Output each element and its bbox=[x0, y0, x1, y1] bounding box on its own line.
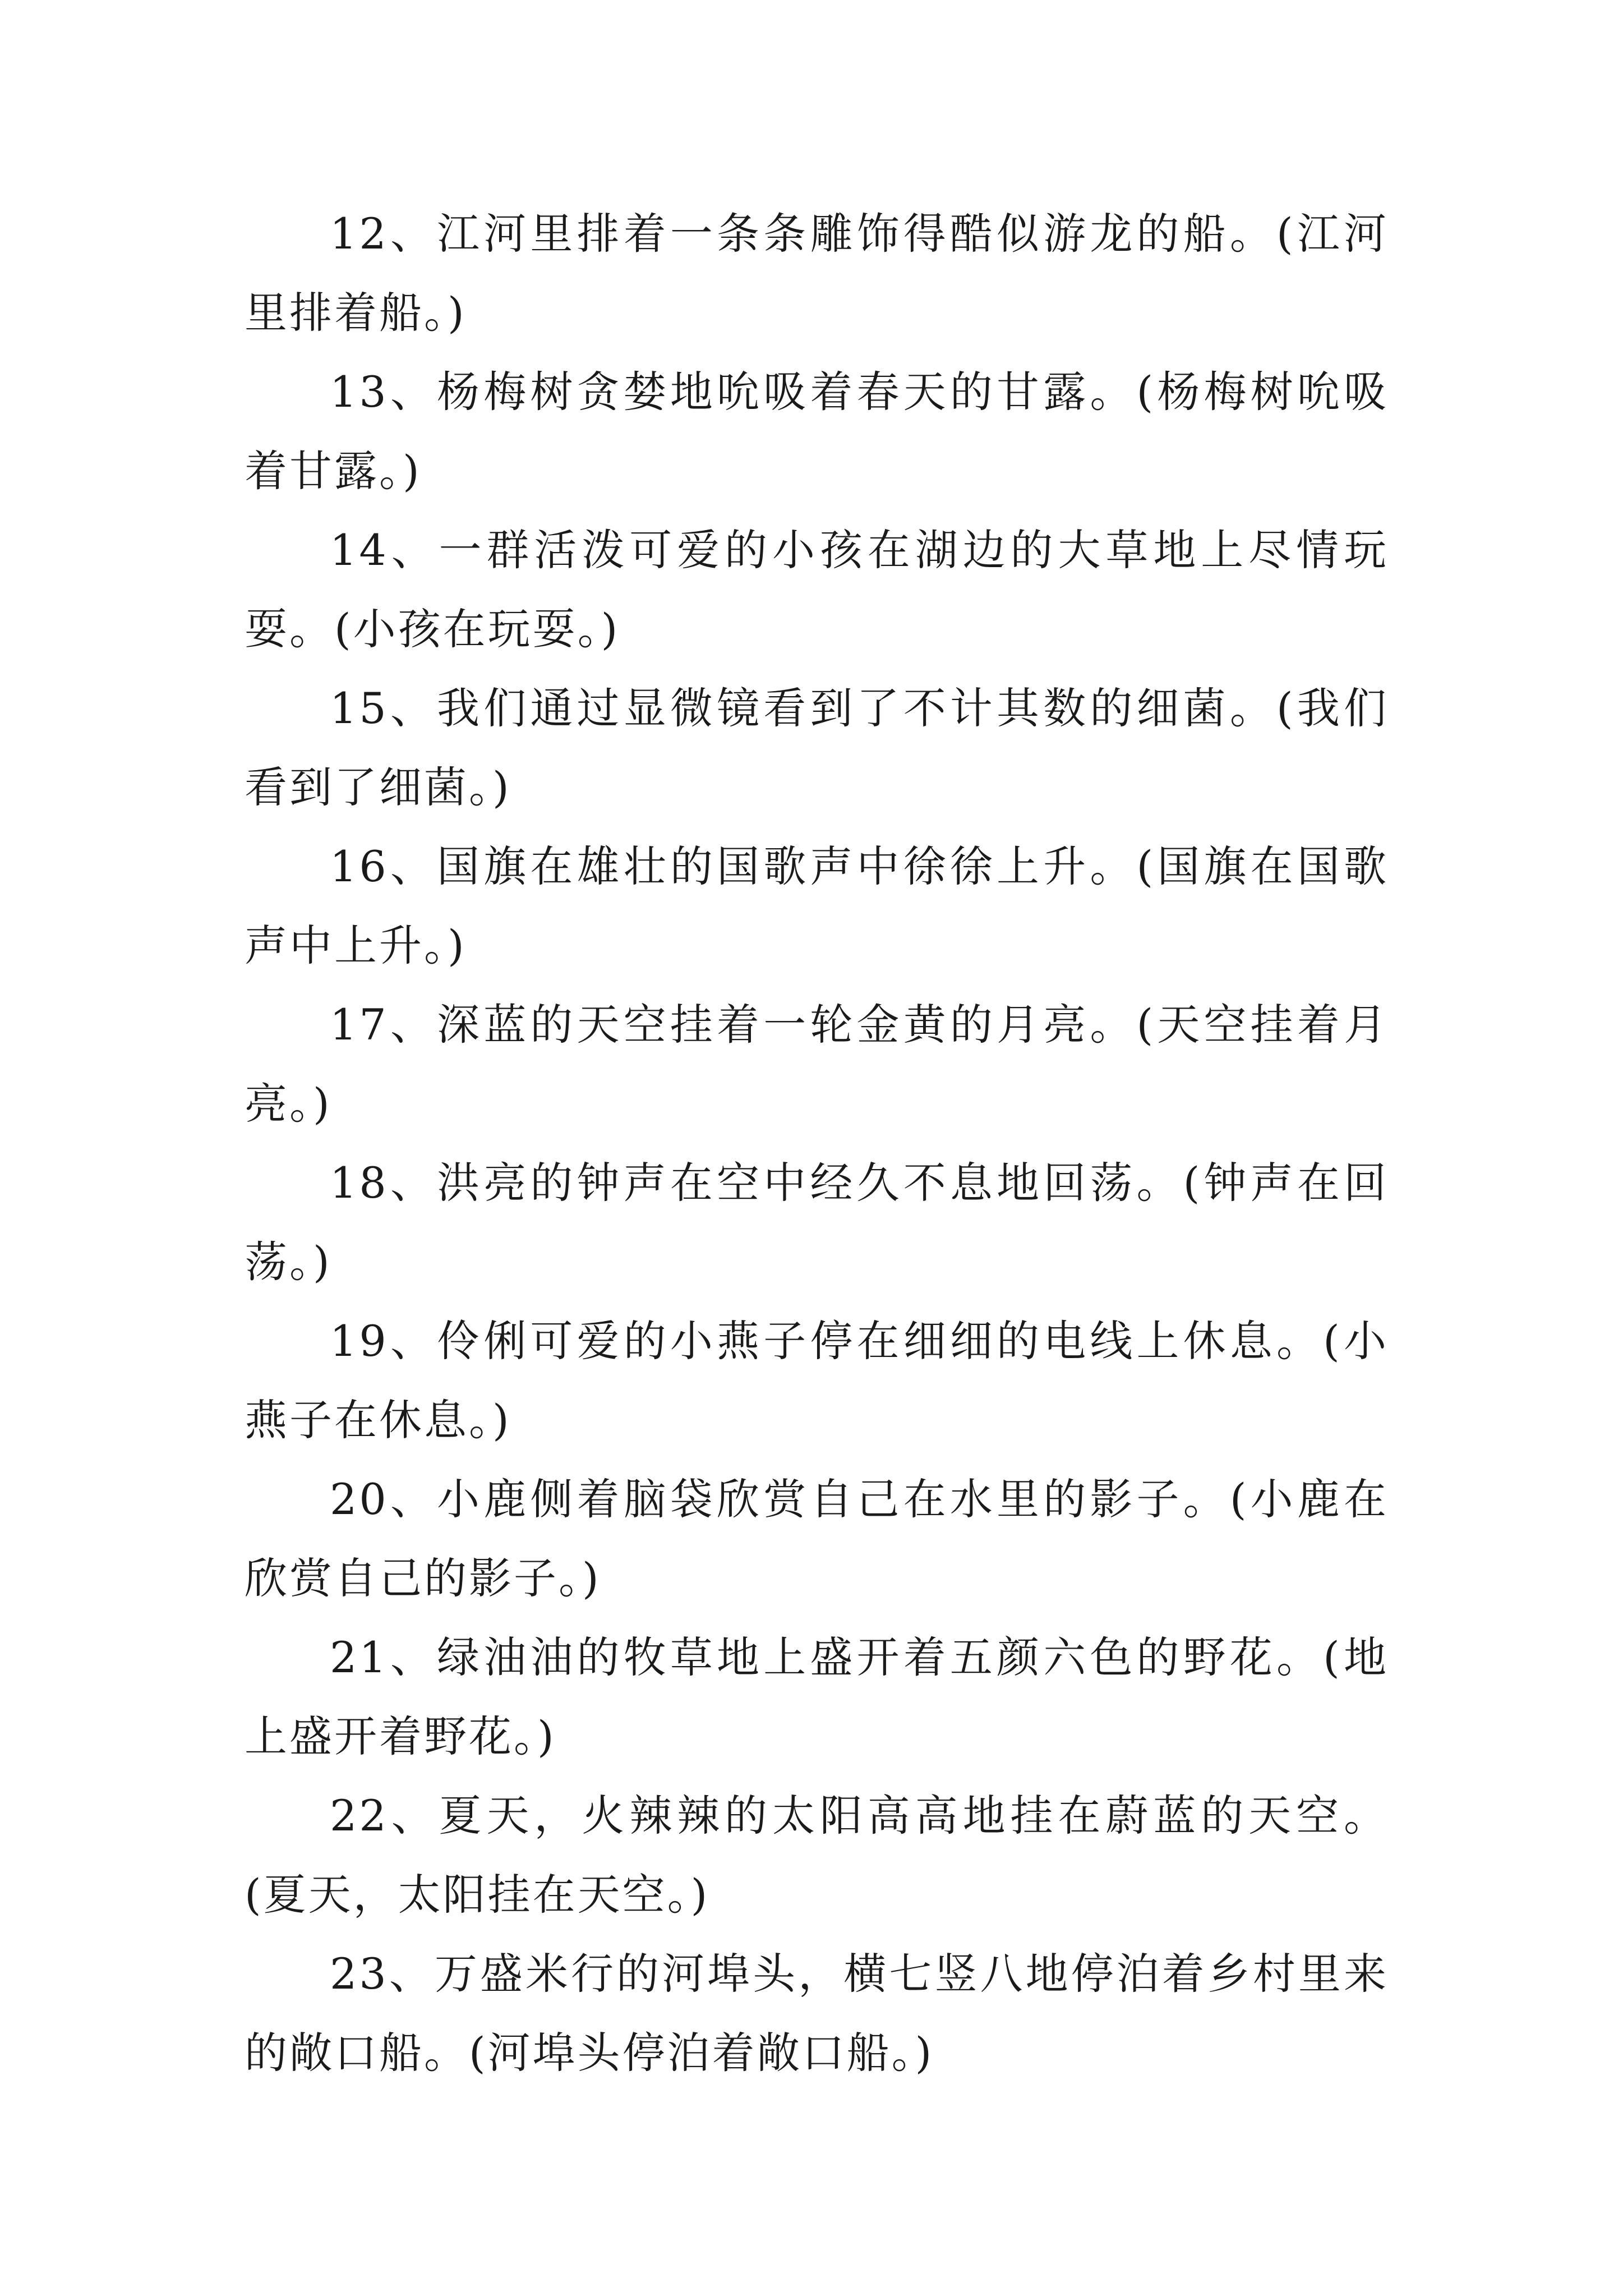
sentence-18: 18、洪亮的钟声在空中经久不息地回荡。(钟声在回荡。) bbox=[245, 1158, 1389, 1287]
sentence-list bbox=[245, 194, 1389, 2092]
sentence-17: 17、深蓝的天空挂着一轮金黄的月亮。(天空挂着月亮。) bbox=[245, 1000, 1389, 1129]
sentence-19: 19、伶俐可爱的小燕子停在细细的电线上休息。(小燕子在休息。) bbox=[245, 1316, 1389, 1445]
sentence-22: 22、夏天，火辣辣的太阳高高地挂在蔚蓝的天空。(夏天，太阳挂在天空。) bbox=[245, 1791, 1389, 1920]
sentence-15: 15、我们通过显微镜看到了不计其数的细菌。(我们看到了细菌。) bbox=[245, 683, 1389, 812]
sentence-16: 16、国旗在雄壮的国歌声中徐徐上升。(国旗在国歌声中上升。) bbox=[245, 841, 1389, 970]
sentence-12: 12、江河里排着一条条雕饰得酷似游龙的船。(江河里排着船。) bbox=[245, 209, 1389, 338]
sentence-21: 21、绿油油的牧草地上盛开着五颜六色的野花。(地上盛开着野花。) bbox=[245, 1632, 1389, 1761]
sentence-13: 13、杨梅树贪婪地吮吸着春天的甘露。(杨梅树吮吸着甘露。) bbox=[245, 367, 1389, 496]
sentence-20: 20、小鹿侧着脑袋欣赏自己在水里的影子。(小鹿在欣赏自己的影子。) bbox=[245, 1474, 1389, 1603]
sentence-14: 14、一群活泼可爱的小孩在湖边的大草地上尽情玩耍。(小孩在玩耍。) bbox=[245, 525, 1389, 654]
sentence-23: 23、万盛米行的河埠头，横七竖八地停泊着乡村里来的敞口船。(河埠头停泊着敞口船。) bbox=[245, 1949, 1389, 2078]
